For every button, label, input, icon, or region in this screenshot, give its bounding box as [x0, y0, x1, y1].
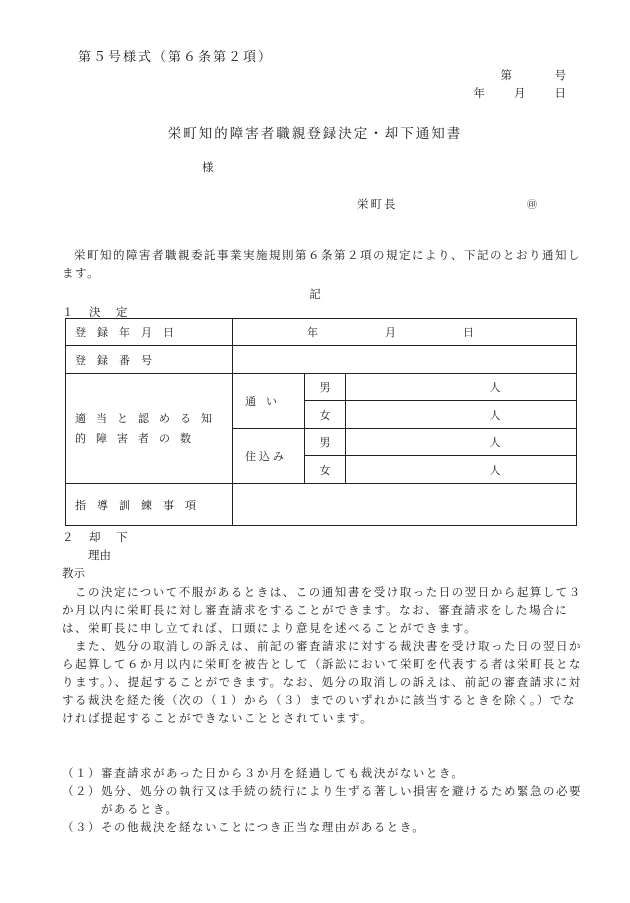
live-in-female-unit: 人 — [489, 463, 501, 477]
commute-female-unit: 人 — [489, 408, 501, 422]
commute-male-unit: 人 — [489, 381, 501, 394]
registration-number-value — [233, 346, 577, 374]
list-item — [62, 782, 582, 818]
commute-label: 通い — [233, 374, 305, 429]
document-date-line: 年 月 日 — [473, 86, 568, 100]
approved-count-label: 適当と認める知的障害者の数 — [66, 374, 233, 484]
item-number: （２） — [62, 784, 101, 798]
item-text: その他裁決を経ないことにつき正当な理由があるとき。 — [101, 820, 426, 834]
commute-male-count — [346, 374, 577, 401]
decision-table — [65, 318, 577, 526]
intro-paragraph: 栄町知的障害者職親委託事業実施規則第６条第２項の規定により、下記のとおり通知します。 — [62, 248, 581, 280]
item-number: （１） — [62, 766, 101, 780]
commute-female-label: 女 — [305, 401, 346, 429]
item-text: 処分、処分の執行又は手続の続行により生ずる著しい損害を避けるため緊急の必要があるとき。 — [101, 784, 582, 816]
notice-section — [62, 583, 582, 727]
registration-date-label: 登録年月日 — [66, 319, 233, 346]
live-in-male-label: 男 — [305, 429, 346, 456]
registration-number-label: 登録番号 — [66, 346, 233, 374]
issuer-name: 栄町長 — [357, 197, 398, 211]
addressee-honorific: 様 — [202, 160, 214, 174]
live-in-label: 住込み — [233, 429, 305, 484]
list-item — [62, 818, 582, 836]
commute-male-label: 男 — [305, 374, 346, 401]
form-label: 第５号様式（第６条第２項） — [78, 50, 274, 65]
list-item — [62, 764, 582, 782]
notice-paragraph-1: この決定について不服があるときは、この通知書を受け取った日の翌日から起算して３か月以内に栄町長に対し審査請求をすることができます。なお、審査請求をした場合には、栄町長に申し立てれば、口頭により意見を述べることができます。 — [62, 585, 582, 635]
document-title: 栄町知的障害者職親登録決定・却下通知書 — [167, 126, 463, 142]
live-in-female-count — [346, 456, 577, 484]
live-in-male-count — [346, 429, 577, 456]
live-in-female-label: 女 — [305, 456, 346, 484]
section-rejection-heading: ２ 却 下 — [62, 530, 130, 544]
notice-paragraph-2: また、処分の取消しの訴えは、前記の審査請求に対する裁決書を受け取った日の翌日から起算して６か月以内に栄町を被告として（訴訟において栄町を代表する者は栄町長となります。）、提起することができます。なお、処分の取消しの訴えは、前記の審査請求に対する裁決を経た後（次の（１）から（３）までのいずれかに該当するときを除く。）でなければ提起することができないこととされています。 — [62, 639, 582, 725]
item-text: 審査請求があった日から３か月を経過しても裁決がないとき。 — [101, 766, 465, 780]
ki-heading: 記 — [309, 287, 321, 301]
guidance-label: 指導訓練事項 — [66, 484, 233, 526]
reason-label: 理由 — [88, 548, 111, 562]
document-number-line: 第 号 — [500, 68, 568, 82]
registration-date-value: 年 月 日 — [233, 319, 577, 346]
seal-mark: ㊞ — [527, 200, 537, 211]
kyoji-label: 教示 — [62, 566, 85, 580]
live-in-male-unit: 人 — [489, 436, 501, 449]
exception-list — [62, 764, 582, 836]
guidance-value — [233, 484, 577, 526]
section-decision-heading: １ 決 定 — [62, 305, 130, 319]
item-number: （３） — [62, 820, 101, 834]
commute-female-count — [346, 401, 577, 429]
